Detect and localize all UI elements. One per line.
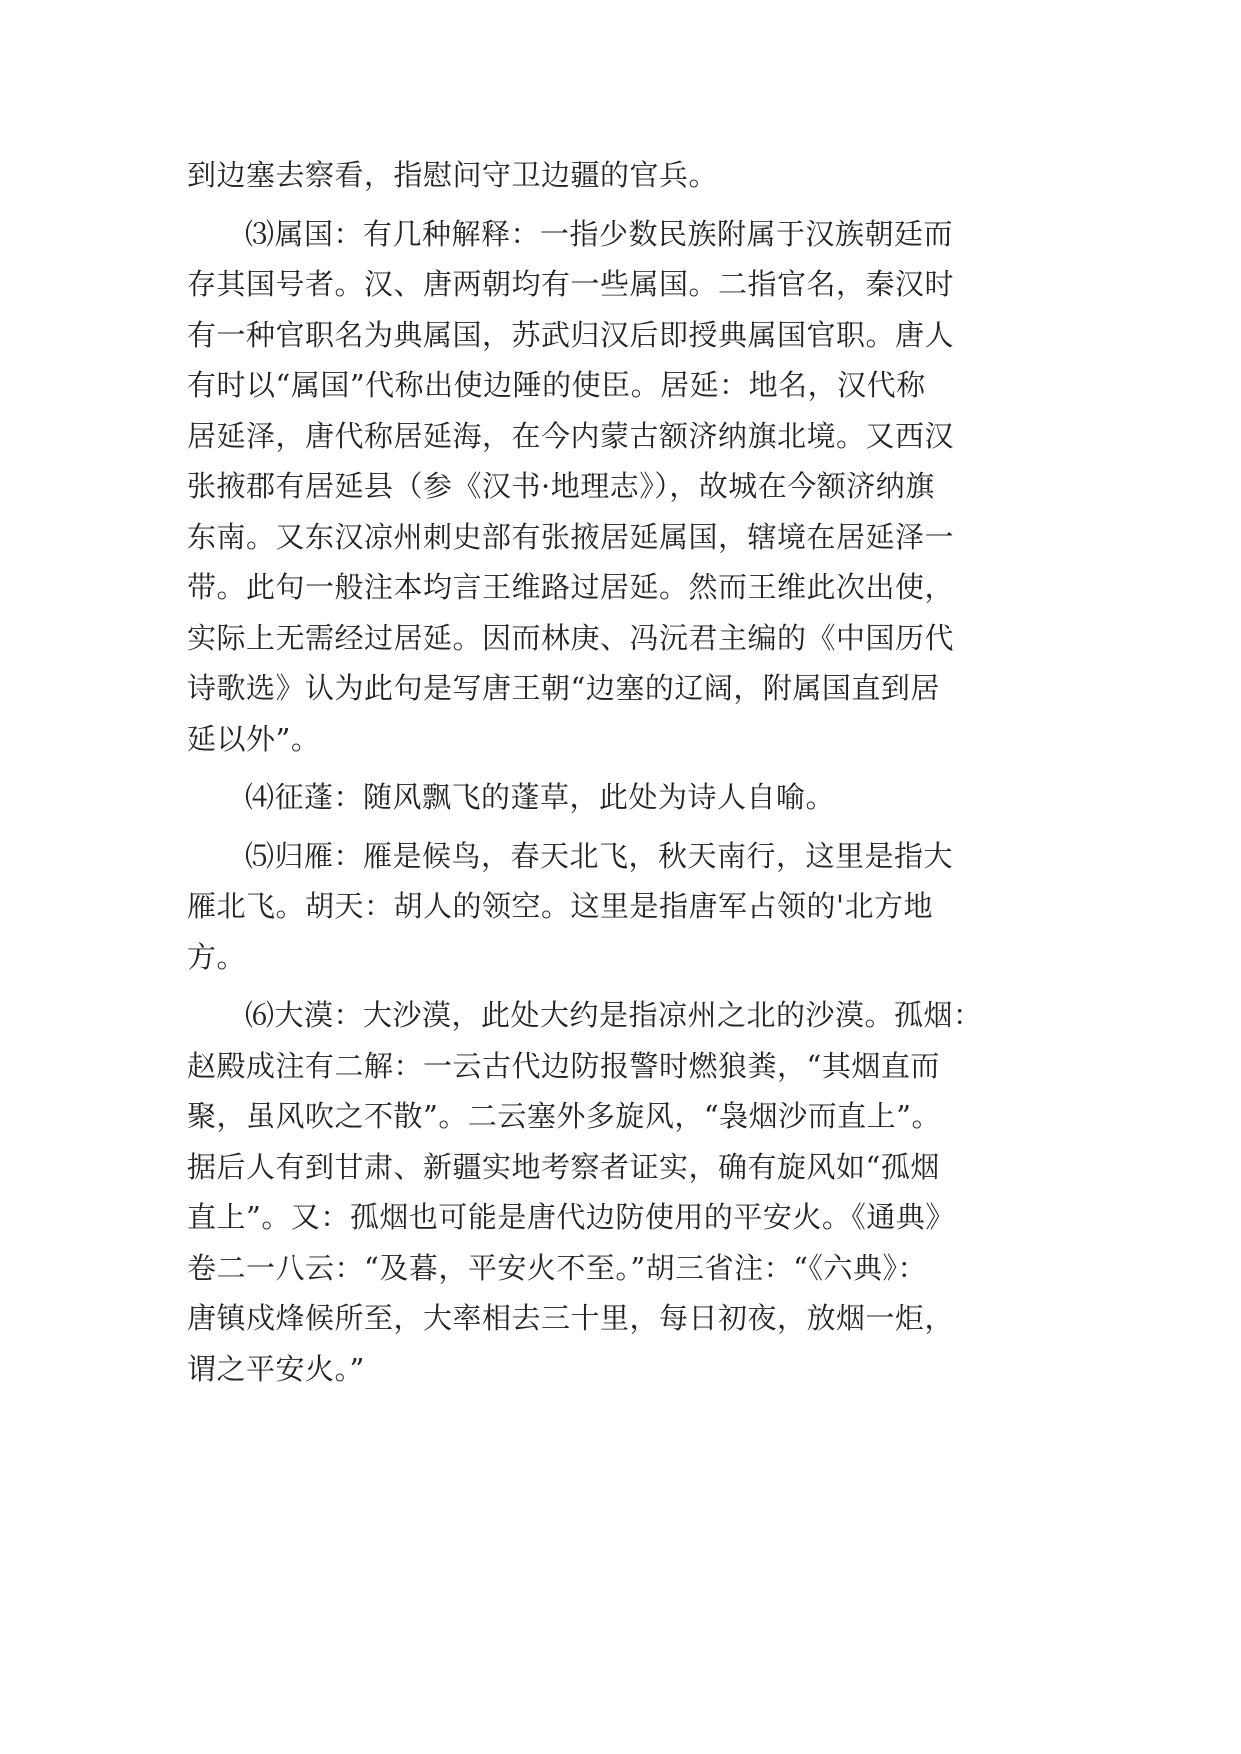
- text-line: 唐镇戍烽候所至，大率相去三十里，每日初夜，放烟一炬，: [187, 1301, 955, 1335]
- text-line: 实际上无需经过居延。因而林庚、冯沅君主编的《中国历代: [187, 620, 955, 655]
- text-line: 谓之平安火。”: [187, 1351, 365, 1386]
- text-line: ⑶属国：有几种解释：一指少数民族附属于汉族朝廷而: [245, 216, 954, 251]
- text-line: 聚，虽风吹之不散”。二云塞外多旋风，“袅烟沙而直上”。: [187, 1099, 941, 1133]
- text-line: 直上”。又：孤烟也可能是唐代边防使用的平安火。《通典》: [187, 1200, 955, 1234]
- text-line: 赵殿成注有二解：一云古代边防报警时燃狼粪，“其烟直而: [187, 1048, 940, 1083]
- text-line: ⑹大漠：大沙漠，此处大约是指凉州之北的沙漠。孤烟：: [245, 998, 983, 1032]
- text-line: ⑷征蓬：随风飘飞的蓬草，此处为诗人自喻。: [245, 780, 836, 814]
- annotation-6: [187, 990, 1067, 1394]
- text-line: 居延泽，唐代称居延海，在今内蒙古额济纳旗北境。又西汉: [187, 418, 955, 453]
- text-line: 方。: [187, 939, 247, 974]
- paragraph-continuation: [187, 150, 1067, 201]
- text-line: 延以外”。: [187, 721, 321, 756]
- text-line: ⑸归雁：雁是候鸟，春天北飞，秋天南行，这里是指大: [245, 838, 954, 873]
- text-line: 存其国号者。汉、唐两朝均有一些属国。二指官名，秦汉时: [187, 267, 955, 301]
- text-line: 诗歌选》认为此句是写唐王朝“边塞的辽阔，附属国直到居: [187, 671, 940, 705]
- text-line: 卷二一八云：“及暮，平安火不至。”胡三省注：“《六典》：: [187, 1250, 927, 1285]
- text-line: 据后人有到甘肃、新疆实地考察者证实，确有旋风如“孤烟: [187, 1149, 940, 1184]
- annotation-5: [187, 831, 1067, 983]
- body-text: [187, 150, 1067, 1394]
- text-line: 雁北飞。胡天：胡人的领空。这里是指唐军占领的'北方地: [187, 889, 933, 923]
- text-line: 有时以“属国”代称出使边陲的使臣。居延：地名，汉代称: [187, 368, 926, 402]
- annotation-4: [187, 772, 1067, 823]
- text-line: 东南。又东汉凉州刺史部有张掖居延属国，辖境在居延泽一: [187, 519, 955, 554]
- text-line: 有一种官职名为典属国，苏武归汉后即授典属国官职。唐人: [187, 317, 955, 352]
- text-line: 张掖郡有居延县（参《汉书·地理志》），故城在今额济纳旗: [187, 469, 935, 503]
- text-line: 带。此句一般注本均言王维路过居延。然而王维此次出使，: [187, 570, 955, 604]
- annotation-3: [187, 209, 1067, 765]
- text-line: 到边塞去察看，指慰问守卫边疆的官兵。: [187, 158, 719, 192]
